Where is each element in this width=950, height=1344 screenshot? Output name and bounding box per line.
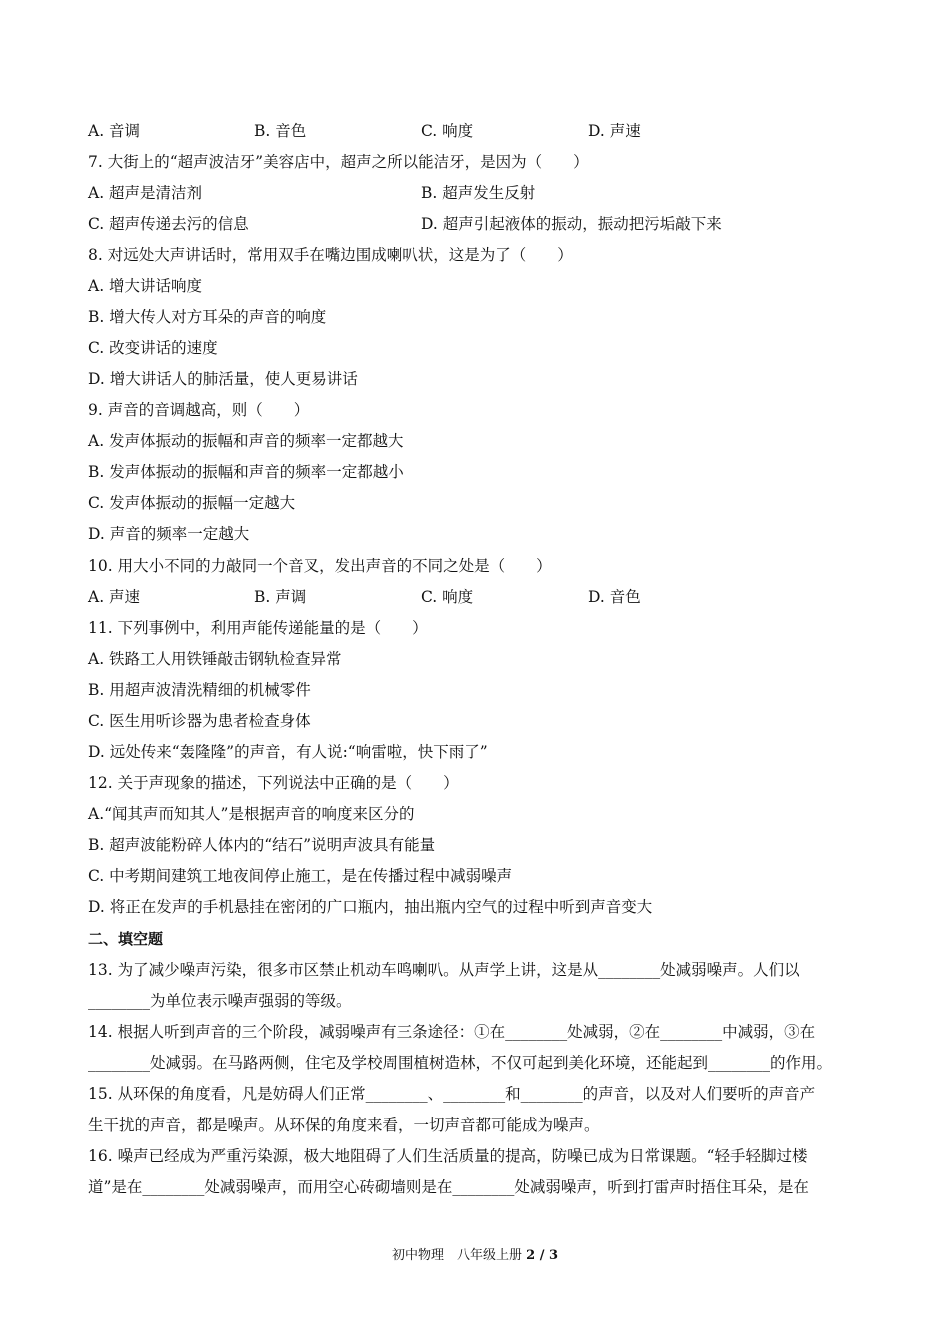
q16-line1: 16. 噪声已经成为严重污染源，极大地阻碍了人们生活质量的提高，防噪已成为日常课题。“轻手轻脚过楼 bbox=[88, 1147, 808, 1165]
q7-option-c: C. 超声传递去污的信息 bbox=[88, 215, 249, 233]
q14-line2: ________处减弱。在马路两侧，住宅及学校周围植树造林，不仅可起到美化环境，还能起到________的作用。 bbox=[88, 1054, 833, 1072]
q10-option-d: D. 音色 bbox=[588, 588, 641, 606]
q12-option-b: B. 超声波能粉碎人体内的“结石”说明声波具有能量 bbox=[88, 836, 436, 854]
footer-title: 初中物理 八年级上册 bbox=[391, 1248, 522, 1263]
q7-stem: 7. 大街上的“超声波洁牙”美容店中，超声之所以能洁牙，是因为（ ） bbox=[88, 153, 589, 171]
q6-option-b: B. 音色 bbox=[254, 122, 307, 140]
q11-option-d: D. 远处传来“轰隆隆”的声音，有人说:“响雷啦，快下雨了” bbox=[88, 743, 488, 761]
q8-option-d: D. 增大讲话人的肺活量，使人更易讲话 bbox=[88, 370, 358, 388]
q9-stem: 9. 声音的音调越高，则（ ） bbox=[88, 401, 310, 419]
page-footer bbox=[0, 1247, 950, 1265]
q10-option-a: A. 声速 bbox=[88, 588, 141, 606]
q15-line2: 生干扰的声音，都是噪声。从环保的角度来看，一切声音都可能成为噪声。 bbox=[88, 1116, 600, 1134]
q13-line1: 13. 为了减少噪声污染，很多市区禁止机动车鸣喇叭。从声学上讲，这是从________处减弱噪声。人们以 bbox=[88, 961, 800, 979]
section-fill-in-blank-heading: 二、填空题 bbox=[88, 930, 164, 948]
q9-option-b: B. 发声体振动的振幅和声音的频率一定都越小 bbox=[88, 463, 404, 481]
q9-option-a: A. 发声体振动的振幅和声音的频率一定都越大 bbox=[88, 432, 404, 450]
q12-option-c: C. 中考期间建筑工地夜间停止施工，是在传播过程中减弱噪声 bbox=[88, 867, 513, 885]
q8-option-a: A. 增大讲话响度 bbox=[88, 277, 203, 295]
q13-line2: ________为单位表示噪声强弱的等级。 bbox=[88, 992, 352, 1010]
q7-options-row2 bbox=[88, 214, 848, 234]
q8-option-c: C. 改变讲话的速度 bbox=[88, 339, 218, 357]
q16-line2: 道”是在________处减弱噪声，而用空心砖砌墙则是在________处减弱噪声，听到打雷声时捂住耳朵，是在 bbox=[88, 1178, 809, 1196]
q6-options bbox=[88, 121, 848, 141]
q8-option-b: B. 增大传人对方耳朵的声音的响度 bbox=[88, 308, 327, 326]
q10-options bbox=[88, 587, 848, 607]
q6-option-c: C. 响度 bbox=[421, 122, 474, 140]
q12-stem: 12. 关于声现象的描述，下列说法中正确的是（ ） bbox=[88, 774, 459, 792]
q9-option-c: C. 发声体振动的振幅一定越大 bbox=[88, 494, 296, 512]
q6-option-a: A. 音调 bbox=[88, 122, 141, 140]
q8-stem: 8. 对远处大声讲话时，常用双手在嘴边围成喇叭状，这是为了（ ） bbox=[88, 246, 573, 264]
q15-line1: 15. 从环保的角度看，凡是妨碍人们正常________、________和________的声音，以及对人们要听的声音产 bbox=[88, 1085, 816, 1103]
footer-page-number: 2 / 3 bbox=[526, 1248, 559, 1263]
q7-option-d: D. 超声引起液体的振动，振动把污垢敲下来 bbox=[421, 215, 722, 233]
q12-option-d: D. 将正在发声的手机悬挂在密闭的广口瓶内，抽出瓶内空气的过程中听到声音变大 bbox=[88, 898, 653, 916]
q14-line1: 14. 根据人听到声音的三个阶段，减弱噪声有三条途径：①在________处减弱，②在________中减弱，③在 bbox=[88, 1023, 816, 1041]
q11-option-c: C. 医生用听诊器为患者检查身体 bbox=[88, 712, 311, 730]
q7-options-row1 bbox=[88, 183, 848, 203]
q10-option-c: C. 响度 bbox=[421, 588, 474, 606]
q10-stem: 10. 用大小不同的力敲同一个音叉，发出声音的不同之处是（ ） bbox=[88, 557, 552, 575]
q7-option-a: A. 超声是清洁剂 bbox=[88, 184, 203, 202]
q7-option-b: B. 超声发生反射 bbox=[421, 184, 536, 202]
q12-option-a: A.“闻其声而知其人”是根据声音的响度来区分的 bbox=[88, 805, 415, 823]
q11-stem: 11. 下列事例中，利用声能传递能量的是（ ） bbox=[88, 619, 428, 637]
q11-option-b: B. 用超声波清洗精细的机械零件 bbox=[88, 681, 311, 699]
q11-option-a: A. 铁路工人用铁锤敲击钢轨检查异常 bbox=[88, 650, 342, 668]
q10-option-b: B. 声调 bbox=[254, 588, 307, 606]
q6-option-d: D. 声速 bbox=[588, 122, 641, 140]
q9-option-d: D. 声音的频率一定越大 bbox=[88, 525, 250, 543]
